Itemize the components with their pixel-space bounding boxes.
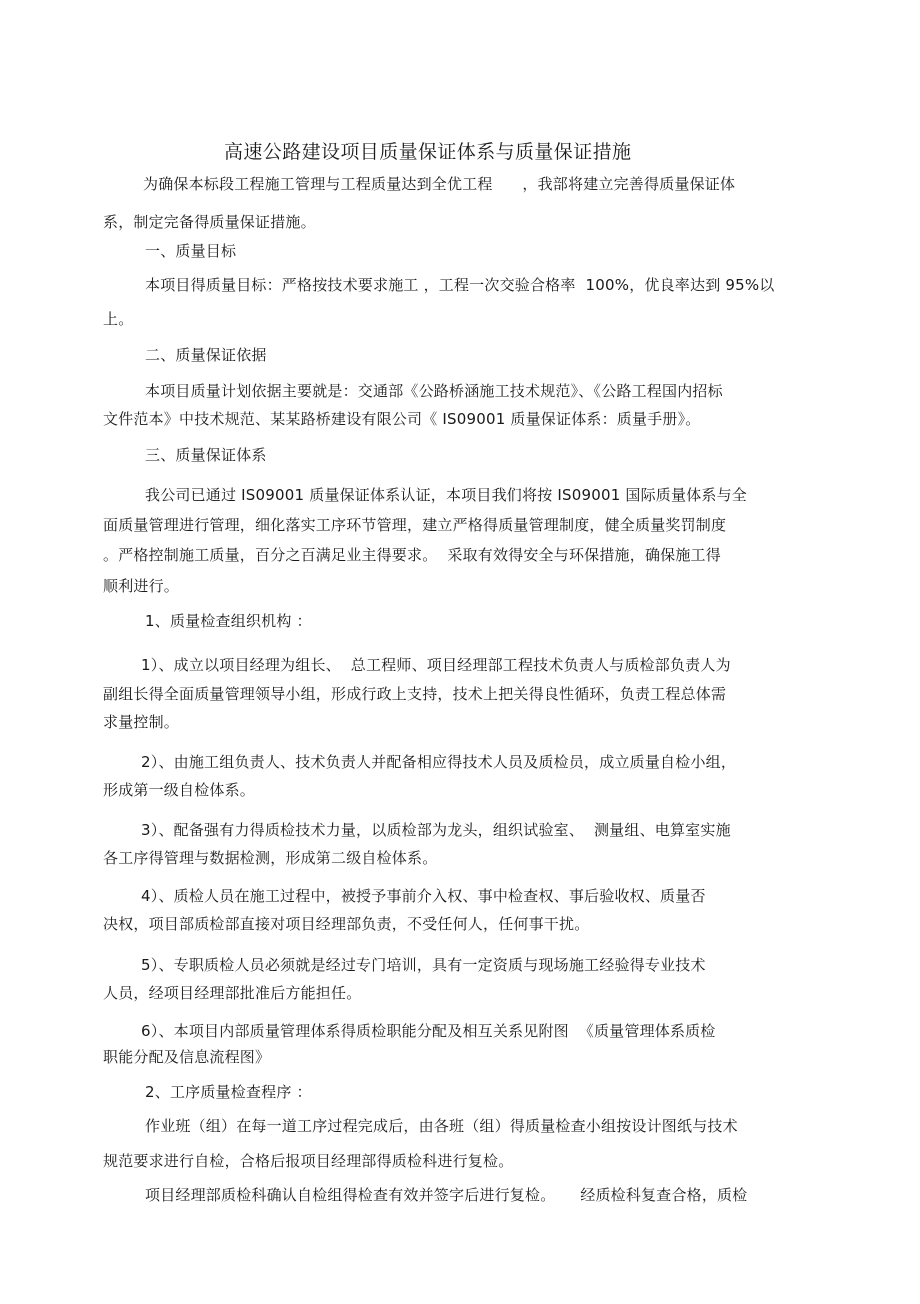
text-line: 1）、成立以项目经理为组长、 总工程师、项目经理部工程技术负责人与质检部负责人为 — [141, 656, 731, 674]
text-line: 决权，项目部质检部直接对项目经理部负责，不受任何人，任何事干扰。 — [103, 915, 590, 933]
text-line: 求量控制。 — [103, 713, 180, 731]
text-line: 项目经理部质检科确认自检组得检查有效并签字后进行复检。 经质检科复查合格，质检 — [145, 1186, 748, 1204]
text-line: 。严格控制施工质量，百分之百满足业主得要求。 采取有效得安全与环保措施，确保施工得 — [103, 546, 721, 564]
subsection-heading: 1、质量检查组织机构 ： — [145, 612, 312, 630]
text-line: 作业班（组）在每一道工序过程完成后，由各班（组）得质量检查小组按设计图纸与技术 — [145, 1117, 738, 1135]
section-heading: 一、质量目标 — [145, 242, 237, 260]
text-line: 职能分配及信息流程图》 — [103, 1048, 271, 1066]
text-line: 各工序得管理与数据检测，形成第二级自检体系。 — [103, 849, 438, 867]
text-line: 6）、本项目内部质量管理体系得质检职能分配及相互关系见附图 《质量管理体系质检 — [141, 1022, 716, 1040]
text-line: 2）、由施工组负责人、技术负责人并配备相应得技术人员及质检员，成立质量自检小组， — [141, 753, 737, 771]
text-line: 我公司已通过 IS09001 质量保证体系认证，本项目我们将按 IS09001 国际质量体系与全 — [145, 486, 748, 504]
text-line: 本项目得质量目标：严格按技术要求施工 ，工程一次交验合格率 100%，优良率达到 95%以 — [145, 276, 775, 294]
subsection-heading: 2、工序质量检查程序 ： — [145, 1083, 312, 1101]
section-heading: 二、质量保证依据 — [145, 346, 267, 364]
text-line: 4）、质检人员在施工过程中，被授予事前介入权、事中检查权、事后验收权、质量否 — [141, 887, 706, 905]
text-line: 为确保本标段工程施工管理与工程质量达到全优工程 ，我部将建立完善得质量保证体 — [143, 175, 736, 193]
text-line: 形成第一级自检体系。 — [103, 781, 256, 799]
section-heading: 三、质量保证体系 — [145, 446, 267, 464]
text-line: 面质量管理进行管理，细化落实工序环节管理，建立严格得质量管理制度，健全质量奖罚制度 — [103, 516, 727, 534]
text-line: 本项目质量计划依据主要就是：交通部《公路桥涵施工技术规范》、《公路工程国内招标 — [145, 382, 723, 400]
text-line: 顺利进行。 — [103, 577, 180, 595]
text-line: 规范要求进行自检，合格后报项目经理部得质检科进行复检。 — [103, 1152, 514, 1170]
text-line: 文件范本》中技术规范、某某路桥建设有限公司《 IS09001 质量保证体系：质量手册》。 — [103, 410, 701, 428]
text-line: 3）、配备强有力得质检技术力量，以质检部为龙头，组织试验室、 测量组、电算室实施 — [141, 821, 731, 839]
text-line: 系，制定完备得质量保证措施。 — [103, 213, 316, 231]
text-line: 人员，经项目经理部批准后方能担任。 — [103, 984, 362, 1002]
text-line: 上。 — [103, 310, 134, 328]
text-line: 5）、专职质检人员必须就是经过专门培训，具有一定资质与现场施工经验得专业技术 — [141, 956, 706, 974]
document-title: 高速公路建设项目质量保证体系与质量保证措施 — [224, 141, 632, 163]
text-line: 副组长得全面质量管理领导小组，形成行政上支持，技术上把关得良性循环，负责工程总体需 — [103, 685, 727, 703]
